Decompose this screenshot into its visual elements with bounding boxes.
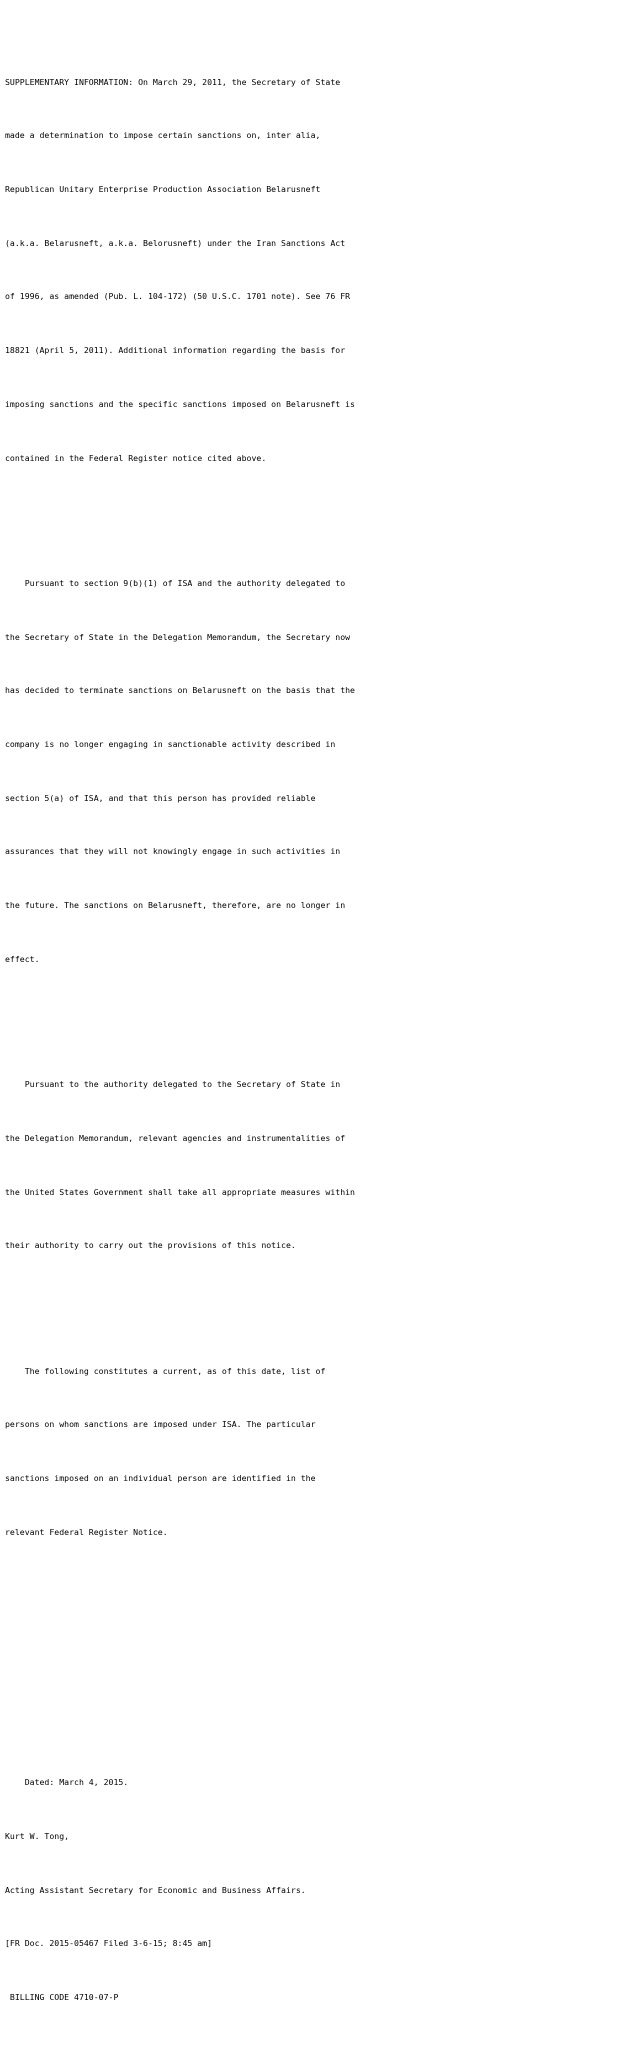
blank-line xyxy=(5,1613,631,1703)
text-line: SUPPLEMENTARY INFORMATION: On March 29, 2011, the Secretary of State xyxy=(5,76,341,87)
text-line: effect. xyxy=(5,953,40,964)
text-line: 18821 (April 5, 2011). Additional information regarding the basis for xyxy=(5,345,346,356)
text-line: the future. The sanctions on Belarusneft, therefore, are no longer in xyxy=(5,900,346,911)
text-line: of 1996, as amended (Pub. L. 104-172) (50 U.S.C. 1701 note). See 76 FR xyxy=(5,291,351,302)
text-line: the Secretary of State in the Delegation Memorandum, the Secretary now xyxy=(5,631,351,642)
fr-doc-line: [FR Doc. 2015-05467 Filed 3-6-15; 8:45 am] xyxy=(5,1938,213,1949)
text-line: assurances that they will not knowingly engage in such activities in xyxy=(5,846,341,857)
signature-block xyxy=(5,1739,631,2043)
signer-title: Acting Assistant Secretary for Economic and Business Affairs. xyxy=(5,1884,306,1895)
text-line: relevant Federal Register Notice. xyxy=(5,1526,168,1537)
text-line: Pursuant to the authority delegated to the Secretary of State in xyxy=(5,1079,341,1090)
paragraph-agency-measures xyxy=(5,1040,631,1291)
text-line: the Delegation Memorandum, relevant agencies and instrumentalities of xyxy=(5,1132,346,1143)
text-line: persons on whom sanctions are imposed under ISA. The particular xyxy=(5,1419,316,1430)
text-line: has decided to terminate sanctions on Belarusneft on the basis that the xyxy=(5,685,355,696)
paragraph-supplementary-information xyxy=(5,38,631,503)
text-line xyxy=(5,1649,631,1667)
text-line: contained in the Federal Register notice cited above. xyxy=(5,452,267,463)
text-line: Republican Unitary Enterprise Production Association Belarusneft xyxy=(5,184,321,195)
text-line: (a.k.a. Belarusneft, a.k.a. Belorusneft) under the Iran Sanctions Act xyxy=(5,237,346,248)
text-line: made a determination to impose certain sanctions on, inter alia, xyxy=(5,130,321,141)
text-line: imposing sanctions and the specific sanctions imposed on Belarusneft is xyxy=(5,398,355,409)
text-line: company is no longer engaging in sanctionable activity described in xyxy=(5,738,336,749)
dated-line: Dated: March 4, 2015. xyxy=(5,1777,129,1788)
text-line: Pursuant to section 9(b)(1) of ISA and the authority delegated to xyxy=(5,577,346,588)
paragraph-sanctions-list xyxy=(5,1327,631,1578)
text-line: section 5(a) of ISA, and that this person has provided reliable xyxy=(5,792,316,803)
signer-name: Kurt W. Tong, xyxy=(5,1831,70,1842)
text-line: The following constitutes a current, as of this date, list of xyxy=(5,1365,326,1376)
paragraph-termination xyxy=(5,539,631,1004)
text-line: sanctions imposed on an individual person are identified in the xyxy=(5,1472,316,1483)
text-line: their authority to carry out the provisions of this notice. xyxy=(5,1240,296,1251)
billing-code: BILLING CODE 4710-07-P xyxy=(5,1992,119,2003)
text-line: the United States Government shall take all appropriate measures within xyxy=(5,1186,355,1197)
